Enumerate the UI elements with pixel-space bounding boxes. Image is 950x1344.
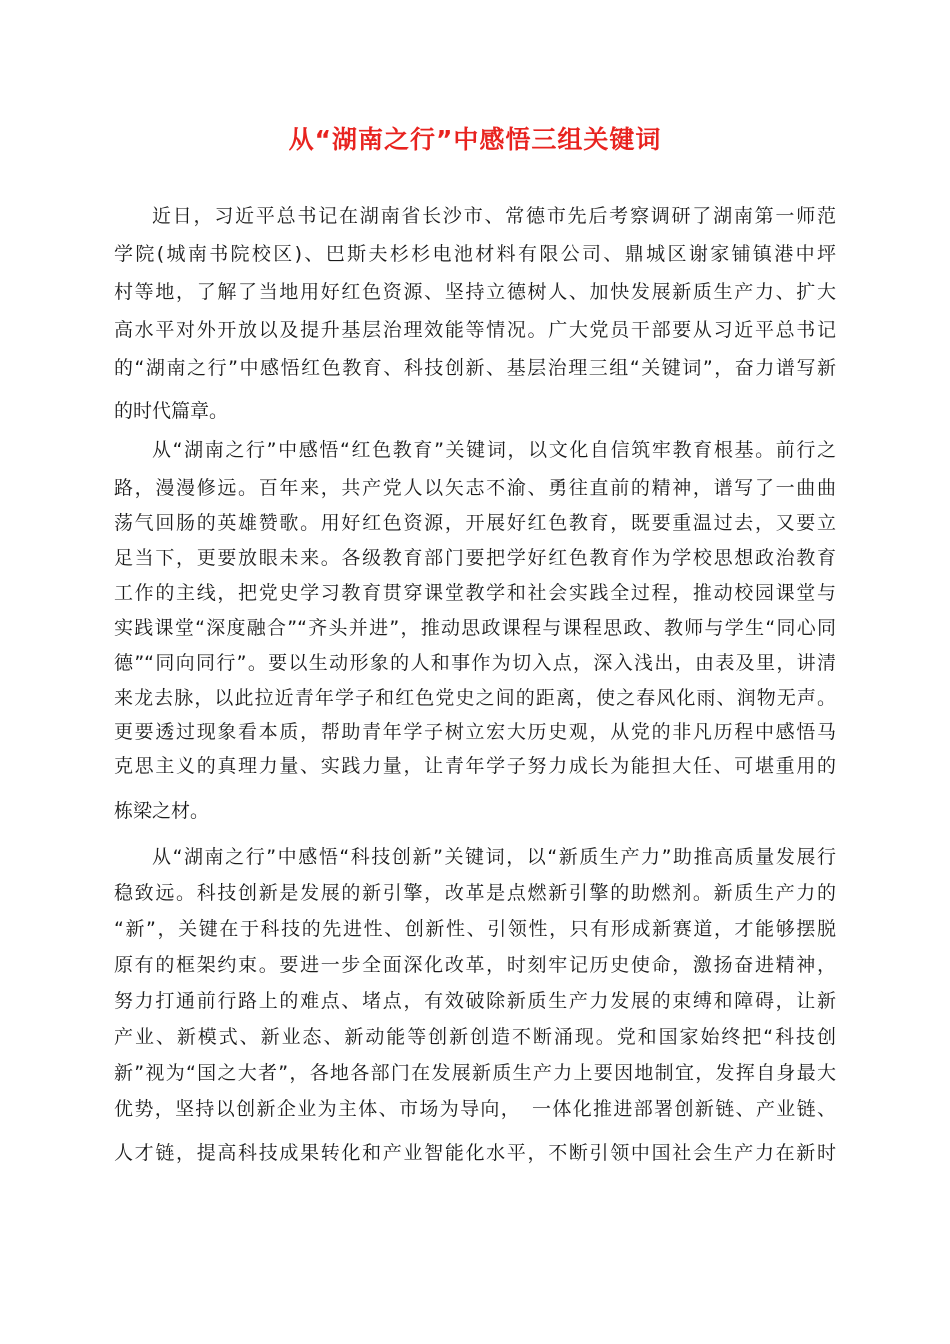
text-line: 从“湖南之行”中感悟“科技创新”关键词，以“新质生产力”助推高质量发展行 [152,846,836,868]
text-line: 荡气回肠的英雄赞歌。用好红色资源，开展好红色教育，既要重温过去，又要立 [114,512,836,534]
text-line: 产业、新模式、新业态、新动能等创新创造不断涌现。党和国家始终把“科技创 [114,1026,836,1048]
text-line: 克思主义的真理力量、实践力量，让青年学子努力成长为能担大任、可堪重用的 [114,755,836,777]
text-line: 近日，习近平总书记在湖南省长沙市、常德市先后考察调研了湖南第一师范 [152,205,836,227]
text-line: 从“湖南之行”中感悟“红色教育”关键词，以文化自信筑牢教育根基。前行之 [152,439,836,461]
text-line: “新”，关键在于科技的先进性、创新性、引领性，只有形成新赛道，才能够摆脱 [114,918,836,940]
text-line: 的时代篇章。 [114,400,229,422]
text-line: 路，漫漫修远。百年来，共产党人以矢志不渝、勇往直前的精神，谱写了一曲曲 [114,477,836,499]
text-line: 高水平对外开放以及提升基层治理效能等情况。广大党员干部要从习近平总书记 [114,319,836,341]
text-line: 工作的主线，把党史学习教育贯穿课堂教学和社会实践全过程，推动校园课堂与 [114,582,836,604]
text-line: 村等地，了解了当地用好红色资源、坚持立德树人、加快发展新质生产力、扩大 [114,281,836,303]
text-line: 人才链，提高科技成果转化和产业智能化水平，不断引领中国社会生产力在新时 [114,1142,836,1164]
text-line: 来龙去脉，以此拉近青年学子和红色党史之间的距离，使之春风化雨、润物无声。 [114,687,836,709]
text-line: 德”“同向同行”。要以生动形象的人和事作为切入点，深入浅出，由表及里，讲清 [114,652,836,674]
text-line: 更要透过现象看本质，帮助青年学子树立宏大历史观，从党的非凡历程中感悟马 [114,721,836,743]
text-line: 优势，坚持以创新企业为主体、市场为导向， 一体化推进部署创新链、产业链、 [114,1098,836,1120]
text-line: 稳致远。科技创新是发展的新引擎，改革是点燃新引擎的助燃剂。新质生产力的 [114,882,836,904]
text-line: 栋梁之材。 [114,800,210,822]
text-line: 实践课堂“深度融合”“齐头并进”，推动思政课程与课程思政、教师与学生“同心同 [114,617,836,639]
document-title: 从“湖南之行”中感悟三组关键词 [288,125,662,154]
text-line: 原有的框架约束。要进一步全面深化改革，时刻牢记历史使命，激扬奋进精神， [114,954,836,976]
text-line: 足当下，更要放眼未来。各级教育部门要把学好红色教育作为学校思想政治教育 [114,547,836,569]
text-line: 新”视为“国之大者”，各地各部门在发展新质生产力上要因地制宜，发挥自身最大 [114,1062,836,1084]
text-line: 的“湖南之行”中感悟红色教育、科技创新、基层治理三组“关键词”，奋力谱写新 [114,357,836,379]
text-line: 学院(城南书院校区)、巴斯夫杉杉电池材料有限公司、鼎城区谢家铺镇港中坪 [114,243,836,265]
text-line: 努力打通前行路上的难点、堵点，有效破除新质生产力发展的束缚和障碍，让新 [114,990,836,1012]
